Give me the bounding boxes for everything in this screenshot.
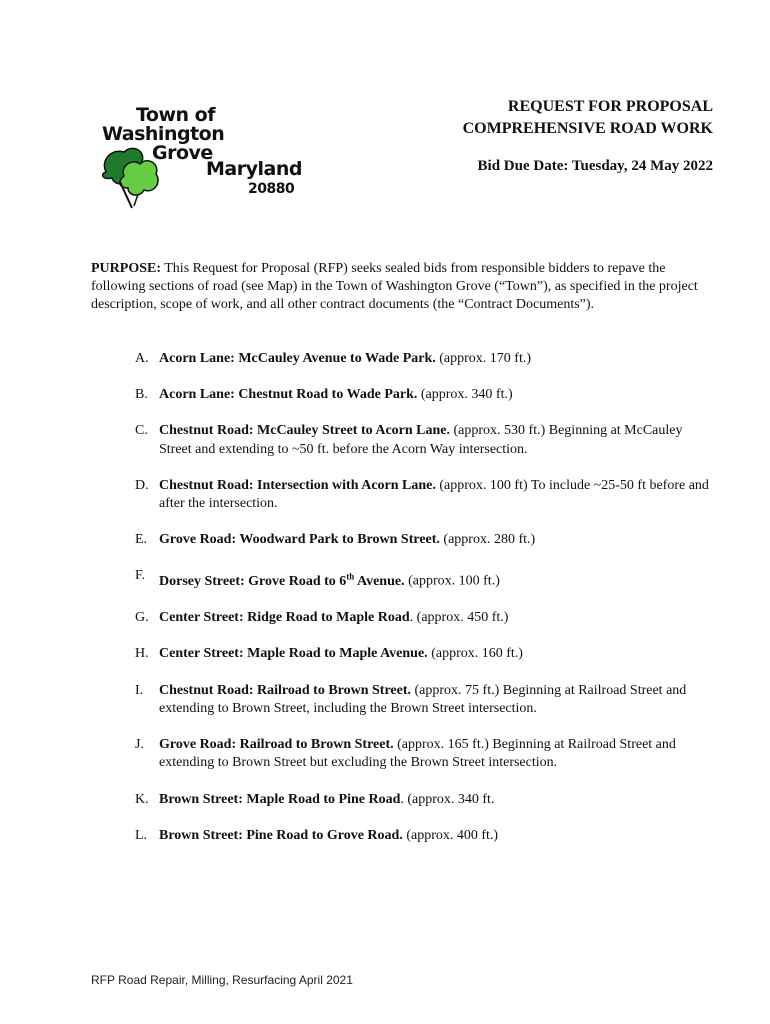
road-item-detail: (approx. 165 ft.) Beginning at Railroad Street and extending to Brown Street but excluding the Brown Street intersection.: [159, 737, 676, 771]
town-logo: [98, 100, 302, 210]
road-item-title: Grove Road: Woodward Park to Brown Street.: [159, 532, 440, 548]
road-item-detail: (approx. 160 ft.): [427, 646, 523, 662]
road-item-detail: (approx. 170 ft.): [435, 351, 532, 366]
road-item-letter: I.: [135, 682, 144, 698]
road-item-letter: A.: [135, 351, 149, 366]
road-list-item: [91, 645, 716, 663]
road-item-detail: (approx. 100 ft) To include ~25-50 ft before and after the intersection.: [159, 477, 709, 512]
road-item-letter: C.: [135, 423, 148, 439]
road-item-title: Chestnut Road: McCauley Street to Acorn Lane.: [159, 423, 450, 439]
road-item-letter: E.: [135, 532, 148, 548]
road-list-item: [91, 827, 716, 845]
road-list-item: [91, 477, 716, 513]
road-item-detail: (approx. 340 ft.): [417, 387, 513, 403]
road-item-title: Chestnut Road: Railroad to Brown Street.: [159, 682, 412, 698]
road-item-title: Brown Street: Maple Road to Pine Road: [159, 791, 401, 807]
page-footer: RFP Road Repair, Milling, Resurfacing April 2021: [91, 973, 353, 987]
purpose-label: PURPOSE:: [91, 261, 161, 276]
document-title-line-2: COMPREHENSIVE ROAD WORK: [462, 120, 713, 137]
purpose-paragraph: [91, 260, 716, 315]
logo-text-zip: 20880: [248, 181, 295, 197]
road-item-letter: H.: [135, 646, 149, 662]
road-item-title: Brown Street: Pine Road to Grove Road.: [159, 827, 403, 843]
road-item-detail: (approx. 75 ft.) Beginning at Railroad Street and extending to Brown Street, including the Brown Street intersection.: [159, 682, 687, 716]
road-item-letter: K.: [135, 791, 149, 807]
road-item-title: Grove Road: Railroad to Brown Street.: [159, 737, 394, 753]
road-list-item: [91, 386, 716, 404]
road-sections-list: [91, 350, 716, 863]
road-item-letter: F.: [135, 568, 146, 584]
road-list-item: [91, 531, 716, 549]
logo-text-maryland: Maryland: [206, 158, 302, 180]
road-item-title: Chestnut Road: Intersection with Acorn Lane.: [159, 477, 436, 493]
logo-text-washington: Washington: [102, 123, 225, 145]
road-list-item: [91, 567, 716, 591]
document-header: [463, 96, 713, 175]
road-list-item: [91, 350, 716, 368]
road-list-item: [91, 736, 716, 772]
purpose-text: This Request for Proposal (RFP) seeks sealed bids from responsible bidders to repave the following sections of road (see Map) in the Town of Washington Grove (“Town”), as specified in the project description, scope of work, and all other contract documents (the “Contract Documents”).: [91, 261, 698, 313]
road-item-detail: . (approx. 450 ft.): [409, 610, 509, 626]
bid-due-date: Bid Due Date: Tuesday, 24 May 2022: [477, 158, 713, 174]
road-item-title: Center Street: Ridge Road to Maple Road: [159, 610, 410, 626]
road-list-item: [91, 422, 716, 458]
road-item-letter: J.: [135, 737, 144, 753]
road-item-letter: D.: [135, 477, 149, 493]
logo-text-grove: Grove: [152, 142, 213, 164]
document-title-line-1: REQUEST FOR PROPOSAL: [507, 98, 713, 115]
road-item-title: Acorn Lane: Chestnut Road to Wade Park.: [159, 387, 418, 403]
road-list-item: [91, 609, 716, 627]
road-item-title: Center Street: Maple Road to Maple Avenue.: [159, 646, 428, 662]
road-item-detail: (approx. 530 ft.) Beginning at McCauley Street and extending to ~50 ft. before the Acorn Way intersection.: [159, 423, 683, 457]
road-item-letter: L.: [135, 827, 148, 843]
road-item-letter: B.: [135, 387, 148, 403]
road-item-detail: (approx. 280 ft.): [439, 532, 536, 548]
road-item-detail: (approx. 100 ft.): [404, 574, 500, 590]
road-list-item: [91, 791, 716, 809]
road-item-letter: G.: [135, 610, 149, 626]
road-item-detail: . (approx. 340 ft.: [400, 791, 495, 807]
road-item-title: Dorsey Street: Grove Road to 6th Avenue.: [159, 571, 405, 590]
logo-text-town-of: Town of: [136, 104, 216, 126]
road-list-item: [91, 682, 716, 718]
road-item-detail: (approx. 400 ft.): [402, 827, 499, 843]
road-item-title: Acorn Lane: McCauley Avenue to Wade Park.: [159, 351, 436, 366]
